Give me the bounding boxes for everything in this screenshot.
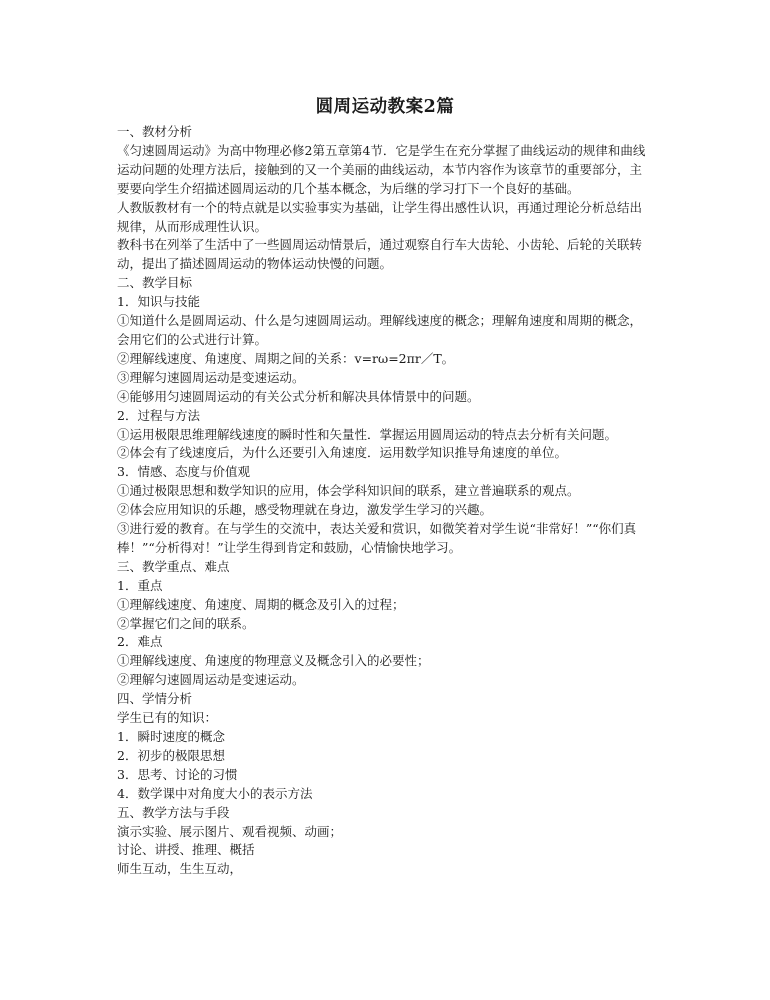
list-item: ①理解线速度、角速度的物理意义及概念引入的必要性；: [117, 653, 430, 669]
body-paragraph: 讨论、讲授、推理、概括: [117, 842, 255, 858]
body-paragraph: 师生互动，生生互动，: [117, 861, 243, 877]
document-title: 圆周运动教案2篇: [315, 97, 455, 117]
section-heading: 二、教学目标: [117, 275, 193, 291]
body-paragraph: 学生已有的知识：: [117, 710, 218, 726]
section-heading: 四、学情分析: [117, 691, 193, 707]
list-item: ③理解匀速圆周运动是变速运动。: [117, 369, 305, 385]
section-heading: 五、教学方法与手段: [117, 804, 230, 820]
list-item: ①运用极限思维理解线速度的瞬时性和矢量性．掌握运用圆周运动的特点去分析有关问题。: [117, 426, 618, 442]
list-item: 1．瞬时速度的概念: [117, 729, 225, 744]
list-item: ①理解线速度、角速度、周期的概念及引入的过程；: [117, 596, 405, 612]
list-item: ②体会应用知识的乐趣，感受物理就在身边，激发学生学习的兴趣。: [117, 502, 493, 518]
subsection-heading: 1．重点: [117, 577, 163, 593]
body-paragraph: 人教版教材有一个的特点就是以实验事实为基础，让学生得出感性认识，再通过理论分析总结出规律，从而形成理性认识。: [117, 199, 643, 234]
body-paragraph: 教科书在列举了生活中了一些圆周运动情景后，通过观察自行车大齿轮、小齿轮、后轮的关联转动，提出了描述圆周运动的物体运动快慢的问题。: [117, 237, 643, 272]
list-item: 4．数学课中对角度大小的表示方法: [117, 785, 313, 801]
list-item: 3．思考、讨论的习惯: [117, 766, 238, 782]
subsection-heading: 2．难点: [117, 634, 163, 650]
list-item: ②掌握它们之间的联系。: [117, 615, 255, 631]
list-item: ④能够用匀速圆周运动的有关公式分析和解决具体情景中的问题。: [117, 388, 480, 404]
body-paragraph: 演示实验、展示图片、观看视频、动画；: [117, 823, 343, 839]
list-item: ②理解线速度、角速度、周期之间的关系：v=rω=2πr／T。: [117, 350, 455, 366]
subsection-heading: 1．知识与技能: [117, 294, 200, 310]
document-body: [117, 123, 653, 879]
section-heading: 一、教材分析: [117, 124, 193, 139]
body-paragraph: 《匀速圆周运动》为高中物理必修2第五章第4节．它是学生在充分掌握了曲线运动的规律和曲线运动问题的处理方法后，接触到的又一个美丽的曲线运动，本节内容作为该章节的重要部分，主要要向学生介绍描述圆周运动的几个基本概念，为后继的学习打下一个良好的基础。: [117, 142, 646, 196]
list-item: ①通过极限思想和数学知识的应用，体会学科知识间的联系，建立普遍联系的观点。: [117, 483, 580, 499]
subsection-heading: 3．情感、态度与价值观: [117, 464, 250, 480]
list-item: ①知道什么是圆周运动、什么是匀速圆周运动。理解线速度的概念；理解角速度和周期的概念，会用它们的公式进行计算。: [117, 313, 643, 347]
list-item: 2．初步的极限思想: [117, 747, 225, 763]
list-item: ②理解匀速圆周运动是变速运动。: [117, 672, 305, 688]
list-item: ②体会有了线速度后，为什么还要引入角速度．运用数学知识推导角速度的单位。: [117, 445, 568, 461]
subsection-heading: 2．过程与方法: [117, 407, 200, 423]
list-item: ③进行爱的教育。在与学生的交流中，表达关爱和赏识，如微笑着对学生说“非常好！”“你们真棒！”“分析得对！”让学生得到肯定和鼓励，心情愉快地学习。: [117, 521, 637, 555]
section-heading: 三、教学重点、难点: [117, 558, 230, 574]
